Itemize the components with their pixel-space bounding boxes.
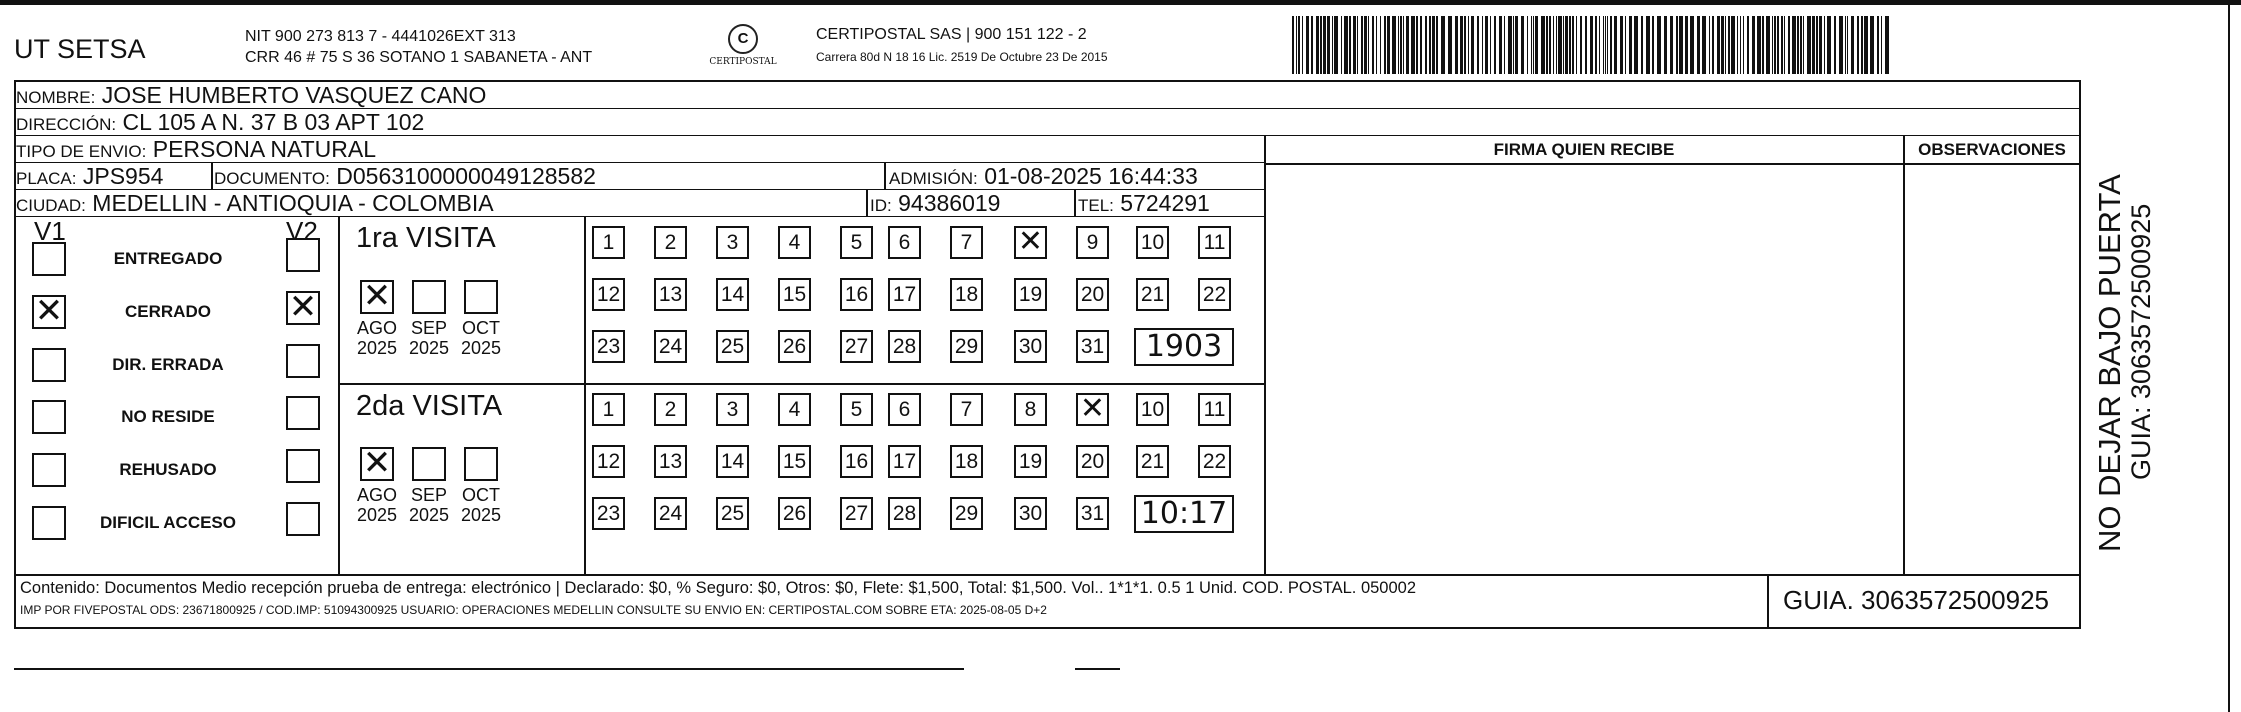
barcode-bar [1857,16,1859,74]
barcode-bar [1679,16,1683,74]
barcode-bar [1774,16,1776,74]
status-label: CERRADO [125,302,211,321]
day-box[interactable]: 13 [654,278,687,311]
barcode-bar [1441,16,1445,74]
barcode-bar [1499,16,1502,74]
barcode-bar [1320,16,1322,74]
v1-checkbox[interactable] [32,400,66,434]
city: MEDELLIN - ANTIOQUIA - COLOMBIA [92,190,494,216]
barcode-bar [1777,16,1779,74]
barcode-bar [1485,16,1488,74]
certipostal-logo [708,24,778,72]
city-row: CIUDAD: MEDELLIN - ANTIOQUIA - COLOMBIA ID: 94386019 TEL: 5724291 [16,190,1264,217]
barcode-bar [1743,16,1744,74]
barcode-bar [1847,16,1848,74]
barcode-bar [1411,16,1415,74]
barcode-bar [1824,16,1825,74]
barcode-bar [1740,16,1741,74]
day-box[interactable]: 29 [950,330,983,363]
barcode-bar [1563,16,1564,74]
barcode-bar [1599,16,1600,74]
plate: JPS954 [82,163,164,189]
day-box[interactable]: 1 [592,226,625,259]
barcode-bar [1788,16,1790,74]
barcode-bar [1816,16,1818,74]
barcode-bar [1508,16,1512,74]
day-box[interactable]: 10 [1136,393,1169,426]
barcode-bar [1420,16,1422,74]
barcode-bar [1576,16,1577,74]
barcode-bar [1845,16,1846,74]
day-box[interactable]: 20 [1076,445,1109,478]
address-line: CRR 46 # 75 S 36 SOTANO 1 SABANETA - ANT [245,49,593,66]
bottom-rule [14,668,964,670]
barcode-bar [1432,16,1435,74]
status-label: ENTREGADO [113,249,223,268]
recipient-address: CL 105 A N. 37 B 03 APT 102 [122,109,425,135]
day-box[interactable]: 19 [1014,445,1047,478]
barcode-bar [1468,16,1469,74]
year-label: 2025 [460,505,502,525]
barcode-bar [1807,16,1811,74]
day-box[interactable]: 11 [1198,226,1231,259]
month-label: SEP [410,485,448,505]
type-row: TIPO DE ENVIO: PERSONA NATURAL [16,136,1264,163]
day-box[interactable]: 29 [950,497,983,530]
firma-header: FIRMA QUIEN RECIBE [1493,140,1675,159]
logo-text: CERTIPOSTAL [709,57,777,67]
barcode-bar [1384,16,1386,74]
v2-checkbox[interactable] [286,344,320,378]
barcode-bar [1572,16,1574,74]
recipient-phone: 5724291 [1120,190,1210,216]
barcode-bar [1398,16,1399,74]
address-row: DIRECCIÓN: CL 105 A N. 37 B 03 APT 102 [16,109,2079,136]
barcode-bar [1603,16,1604,74]
v1-checkbox[interactable] [32,242,66,276]
obs-divider [1903,136,1905,574]
barcode-bar [1885,16,1889,74]
day-box[interactable]: 7 [950,393,983,426]
barcode-bar [1406,16,1409,74]
month-year [456,485,506,525]
barcode-bar [1690,16,1694,74]
barcode-bar [1477,16,1479,74]
barcode-bar [1531,16,1532,74]
day-box[interactable]: 16 [840,278,873,311]
barcode-bar [1797,16,1799,74]
barcode-bar [1546,16,1548,74]
day-box[interactable]: 15 [778,445,811,478]
day-box[interactable]: 2 [654,393,687,426]
day-box[interactable]: 6 [888,226,921,259]
barcode-bar [1676,16,1678,74]
barcode-bar [1553,16,1554,74]
month-checkbox[interactable]: ✕ [360,280,394,314]
barcode-bar [1629,16,1632,74]
barcode-bar [1327,16,1330,74]
day-box[interactable]: 14 [716,278,749,311]
barcode-bar [1827,16,1831,74]
barcode-bar [1605,16,1606,74]
day-box[interactable]: 5 [840,226,873,259]
barcode-bar [1685,16,1688,74]
barcode-bar [1556,16,1557,74]
carrier-license: Carrera 80d N 18 16 Lic. 2519 De Octubre 23 De 2015 [816,50,1108,64]
barcode-bar [1490,16,1491,74]
barcode-bar [1521,16,1524,74]
barcode-bar [1460,16,1463,74]
day-box[interactable]: 25 [716,330,749,363]
bottom-rule-short [1075,668,1120,670]
barcode-bar [1702,16,1706,74]
month-year [404,485,454,525]
barcode-bar [1316,16,1319,74]
barcode-bar [1361,16,1363,74]
logo-icon: C [728,24,758,54]
day-box[interactable]: 14 [716,445,749,478]
recipient-name: JOSE HUMBERTO VASQUEZ CANO [101,82,487,108]
day-box[interactable]: 19 [1014,278,1047,311]
recipient-id: 94386019 [898,190,1001,216]
admission-date: 01-08-2025 16:44:33 [984,163,1198,189]
barcode-bar [1535,16,1538,74]
month-label: AGO [356,485,397,505]
v2-checkbox[interactable] [286,396,320,430]
month-checkbox[interactable] [464,280,498,314]
barcode-bar [1870,16,1874,74]
barcode-bar [1839,16,1843,74]
barcode-bar [1772,16,1773,74]
day-box[interactable]: 24 [654,497,687,530]
barcode-bar [1766,16,1770,74]
barcode-bar [1614,16,1617,74]
day-box[interactable]: 8 [1014,393,1047,426]
day-box[interactable]: 25 [716,497,749,530]
footer-guia: GUIA. 3063572500925 [1783,585,2049,615]
barcode-bar [1585,16,1587,74]
day-box[interactable]: 28 [888,497,921,530]
status-label: DIR. ERRADA [112,355,224,374]
barcode-bar [1851,16,1854,74]
barcode-bar [1697,16,1700,74]
barcode-bar [1569,16,1571,74]
day-box[interactable]: 5 [840,393,873,426]
day-box[interactable]: 13 [654,445,687,478]
barcode-bar [1709,16,1710,74]
carrier-line: CERTIPOSTAL SAS | 900 151 122 - 2 [816,26,1087,43]
barcode-bar [1861,16,1863,74]
day-box[interactable]: 20 [1076,278,1109,311]
barcode-bar [1731,16,1735,74]
document-number: D0563100000049128582 [336,163,596,189]
barcode-bar [1607,16,1608,74]
no-dejar-bajo-puerta: NO DEJAR BAJO PUERTA [2092,174,2127,552]
barcode-bar [1781,16,1783,74]
name-row: NOMBRE: JOSE HUMBERTO VASQUEZ CANO [16,82,2079,109]
barcode-bar [1323,16,1326,74]
barcode-bar [1590,16,1593,74]
v1-checkbox[interactable] [32,506,66,540]
barcode-bar [1641,16,1643,74]
barcode-bar [1513,16,1514,74]
barcode-bar [1341,16,1342,74]
barcode-bar [1834,16,1836,74]
barcode-bar [1364,16,1367,74]
year-label: 2025 [356,505,398,525]
v2-checkbox[interactable]: ✕ [286,291,320,325]
month-checkbox[interactable] [412,280,446,314]
barcode-bar [1464,16,1466,74]
barcode-bar [1541,16,1545,74]
barcode-bar [1349,16,1351,74]
right-border [2228,0,2230,712]
barcode-bar [1725,16,1726,74]
day-box[interactable]: 21 [1136,445,1169,478]
barcode-bar [1634,16,1638,74]
barcode-bar [1448,16,1452,74]
day-box[interactable]: 17 [888,278,921,311]
barcode-bar [1455,16,1458,74]
barcode-bar [1533,16,1534,74]
v2-label: V2 [286,216,318,246]
v1-label: V1 [34,216,66,246]
day-box[interactable]: 27 [840,497,873,530]
barcode-bar [1812,16,1815,74]
barcode-bar [1784,16,1785,74]
status-label: NO RESIDE [121,407,215,426]
day-box[interactable]: 30 [1014,497,1047,530]
year-label: 2025 [460,338,502,358]
barcode-bar [1436,16,1438,74]
barcode-bar [1652,16,1654,74]
v1-checkbox[interactable] [32,453,66,487]
day-box[interactable]: 18 [950,278,983,311]
day-box[interactable]: 26 [778,330,811,363]
day-box[interactable]: 21 [1136,278,1169,311]
firma-divider [1264,136,1266,574]
v2-checkbox[interactable] [286,449,320,483]
day-box[interactable] [1014,226,1047,259]
barcode-bar [1471,16,1474,74]
day-box[interactable]: 4 [778,226,811,259]
day-box[interactable]: 27 [840,330,873,363]
day-box[interactable]: 9 [1076,226,1109,259]
barcode-bar [1610,16,1612,74]
barcode-bar [1657,16,1661,74]
barcode-bar [1306,16,1309,74]
day-box[interactable]: 15 [778,278,811,311]
month-year [456,318,506,358]
barcode-bar [1357,16,1358,74]
day-box[interactable]: 3 [716,226,749,259]
day-box[interactable]: 4 [778,393,811,426]
v1-checkbox[interactable]: ✕ [32,295,66,329]
barcode-bar [1717,16,1720,74]
barcode-bar [1877,16,1879,74]
guide-card [14,80,2081,629]
shipment-type: PERSONA NATURAL [152,136,376,162]
barcode-bar [1425,16,1427,74]
footer-content: Contenido: Documentos Medio recepción prueba de entrega: electrónico | Declarado: $0, % Seguro: $0, Otros: $0, Flete: $1,500, Total: $1,500. Vol.. 1*1*1. 0.5 1 Unid. COD. POSTAL. 050002 [20,579,1417,597]
top-border [0,0,2241,5]
day-box[interactable]: 17 [888,445,921,478]
month-year [352,318,402,358]
month-checkbox[interactable] [412,447,446,481]
barcode-bar [1292,16,1294,74]
day-box[interactable]: 2 [654,226,687,259]
day-box[interactable]: 7 [950,226,983,259]
barcode-bar [1864,16,1868,74]
month-year [404,318,454,358]
company-name: UT SETSA [14,34,146,64]
barcode-bar [1376,16,1377,74]
barcode-bar [1380,16,1381,74]
barcode-bar [1762,16,1764,74]
barcode-bar [1429,16,1431,74]
day-box[interactable]: 18 [950,445,983,478]
status-label: REHUSADO [119,460,217,479]
day-box[interactable]: 24 [654,330,687,363]
day-box[interactable]: 16 [840,445,873,478]
observaciones-header: OBSERVACIONES [1918,140,2066,159]
barcode-bar [1296,16,1297,74]
barcode-bar [1792,16,1796,74]
month-checkbox[interactable] [464,447,498,481]
day-box[interactable]: 30 [1014,330,1047,363]
barcode-bar [1800,16,1802,74]
barcode-bar [1372,16,1374,74]
side-guia: GUIA: 3063572500925 [2126,203,2156,480]
status-section [18,216,1264,574]
barcode-bar [1482,16,1483,74]
barcode-bar [1494,16,1496,74]
barcode-bar [1368,16,1369,74]
day-box[interactable]: 12 [592,278,625,311]
month-label: OCT [462,485,500,505]
barcode-bar [1416,16,1418,74]
day-box[interactable]: 22 [1198,278,1231,311]
barcode-bar [1302,16,1303,74]
barcode-bar [1515,16,1518,74]
year-label: 2025 [408,338,450,358]
barcode-bar [1298,16,1300,74]
barcode-bar [1353,16,1356,74]
barcode-bar [1728,16,1730,74]
footer-print-info: IMP POR FIVEPOSTAL ODS: 23671800925 / COD.IMP: 51094300925 USUARIO: OPERACIONES MEDELLIN CONSULTE SU ENVIO EN: CERTIPOSTAL.COM SOBRE ETA: 2025-08-05 D+2 [20,603,1047,617]
barcode-bar [1400,16,1402,74]
company-info [245,26,592,68]
day-box[interactable] [1076,393,1109,426]
barcode-bar [1311,16,1313,74]
month-checkbox[interactable]: ✕ [360,447,394,481]
barcode-bar [1403,16,1404,74]
barcode-bar [1819,16,1822,74]
nit-line: NIT 900 273 813 7 - 4441026EXT 313 [245,28,516,45]
barcode-bar [1549,16,1551,74]
handwritten-time: 1903 [1134,328,1234,366]
day-box[interactable]: 10 [1136,226,1169,259]
barcode-bar [1737,16,1738,74]
barcode-bar [1387,16,1390,74]
year-label: 2025 [356,338,398,358]
v1-checkbox[interactable] [32,348,66,382]
day-box[interactable]: 6 [888,393,921,426]
barcode-bar [1620,16,1623,74]
month-label: AGO [356,318,397,338]
barcode-bar [1558,16,1562,74]
barcode-bar [1664,16,1667,74]
barcode-bar [1565,16,1568,74]
second-visit-title: 2da VISITA [356,390,503,422]
handwritten-time: 10:17 [1134,495,1234,533]
barcode-bar [1625,16,1626,74]
day-box[interactable]: 11 [1198,393,1231,426]
barcode-bar [1747,16,1749,74]
day-box[interactable]: 3 [716,393,749,426]
barcode-bar [1670,16,1673,74]
day-box[interactable]: 28 [888,330,921,363]
barcode-bar [1595,16,1597,74]
barcode-bar [1527,16,1528,74]
day-box[interactable]: 31 [1076,330,1109,363]
v2-checkbox[interactable] [286,238,320,272]
plate-row: PLACA: JPS954 DOCUMENTO: D0563100000049128582 ADMISIÓN: 01-08-2025 16:44:33 [16,163,1264,190]
day-box[interactable]: 12 [592,445,625,478]
barcode-bar [1344,16,1348,74]
barcode-bar [1752,16,1755,74]
barcode-bar [1881,16,1882,74]
day-box[interactable]: 26 [778,497,811,530]
barcode-bar [1332,16,1333,74]
barcode-bar [1721,16,1724,74]
barcode-bar [1803,16,1804,74]
barcode-bar [1646,16,1650,74]
barcode-bar [1504,16,1505,74]
month-label: OCT [462,318,500,338]
carrier-info [816,24,1108,68]
day-box[interactable]: 22 [1198,445,1231,478]
month-year [352,485,402,525]
barcode-bar [1757,16,1761,74]
barcode-bar [1580,16,1582,74]
barcode [1292,16,1892,74]
day-box[interactable]: 23 [592,497,625,530]
day-box[interactable]: 31 [1076,497,1109,530]
first-visit-title: 1ra VISITA [356,222,496,254]
year-label: 2025 [408,505,450,525]
day-box[interactable]: 1 [592,393,625,426]
status-label: DIFICIL ACCESO [99,513,236,532]
v2-checkbox[interactable] [286,502,320,536]
day-box[interactable]: 23 [592,330,625,363]
barcode-bar [1712,16,1714,74]
barcode-bar [1334,16,1338,74]
barcode-bar [1392,16,1396,74]
month-label: SEP [410,318,448,338]
